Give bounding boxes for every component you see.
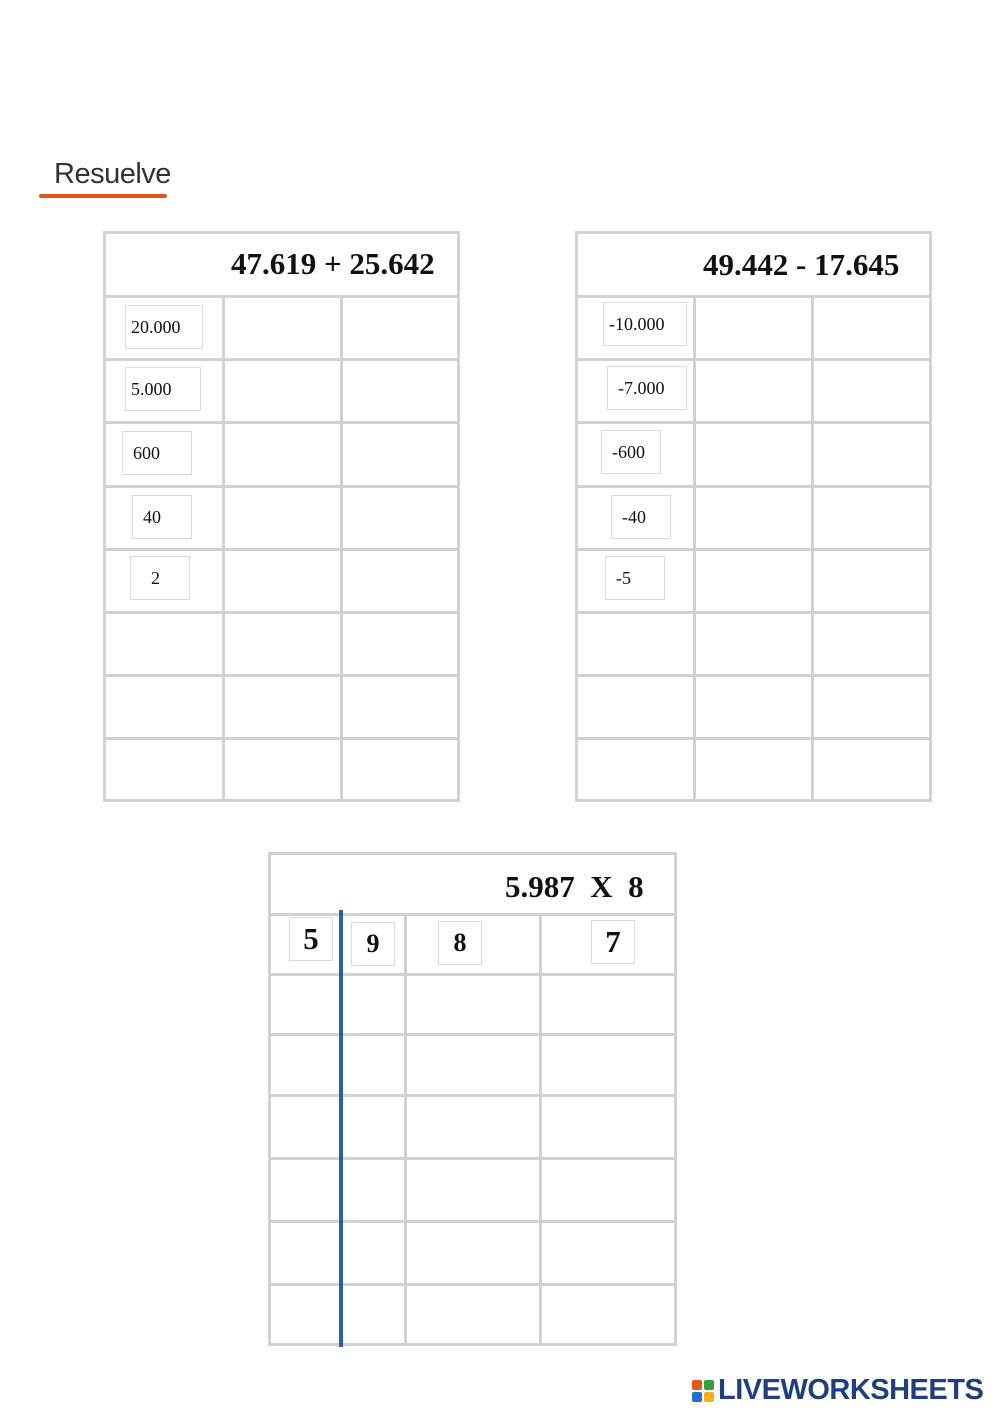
multiplication-digit-1[interactable]: 5 [289, 917, 333, 961]
subtraction-answer-input-1[interactable]: -10.000 [603, 302, 687, 346]
liveworksheets-logo [692, 1374, 983, 1407]
place-value-divider [339, 910, 343, 1347]
addition-operation: 47.619 + 25.642 [231, 246, 435, 281]
subtraction-operation: 49.442 - 17.645 [703, 247, 900, 282]
brand-name: LIVEWORKSHEETS [718, 1374, 984, 1406]
multiplication-digit-4[interactable]: 7 [591, 920, 635, 964]
multiplication-digit-3[interactable]: 8 [438, 921, 482, 965]
subtraction-answer-input-2[interactable]: -7.000 [607, 366, 687, 410]
title-underline [39, 194, 167, 198]
addition-answer-input-4[interactable]: 40 [132, 495, 192, 539]
multiplication-operation: 5.987 X 8 [505, 869, 644, 904]
subtraction-answer-input-5[interactable]: -5 [605, 556, 665, 600]
multiplication-digit-2[interactable]: 9 [351, 922, 395, 966]
addition-table [103, 231, 460, 802]
addition-answer-input-2[interactable]: 5.000 [125, 367, 201, 411]
multiplication-table [268, 852, 677, 1346]
subtraction-table [575, 231, 932, 802]
addition-answer-input-3[interactable]: 600 [122, 431, 192, 475]
addition-answer-input-1[interactable]: 20.000 [125, 305, 203, 349]
addition-answer-input-5[interactable]: 2 [130, 556, 190, 600]
subtraction-answer-input-4[interactable]: -40 [611, 495, 671, 539]
liveworksheets-logo-icon [692, 1380, 714, 1402]
worksheet-title: Resuelve [54, 158, 171, 190]
subtraction-answer-input-3[interactable]: -600 [601, 430, 661, 474]
